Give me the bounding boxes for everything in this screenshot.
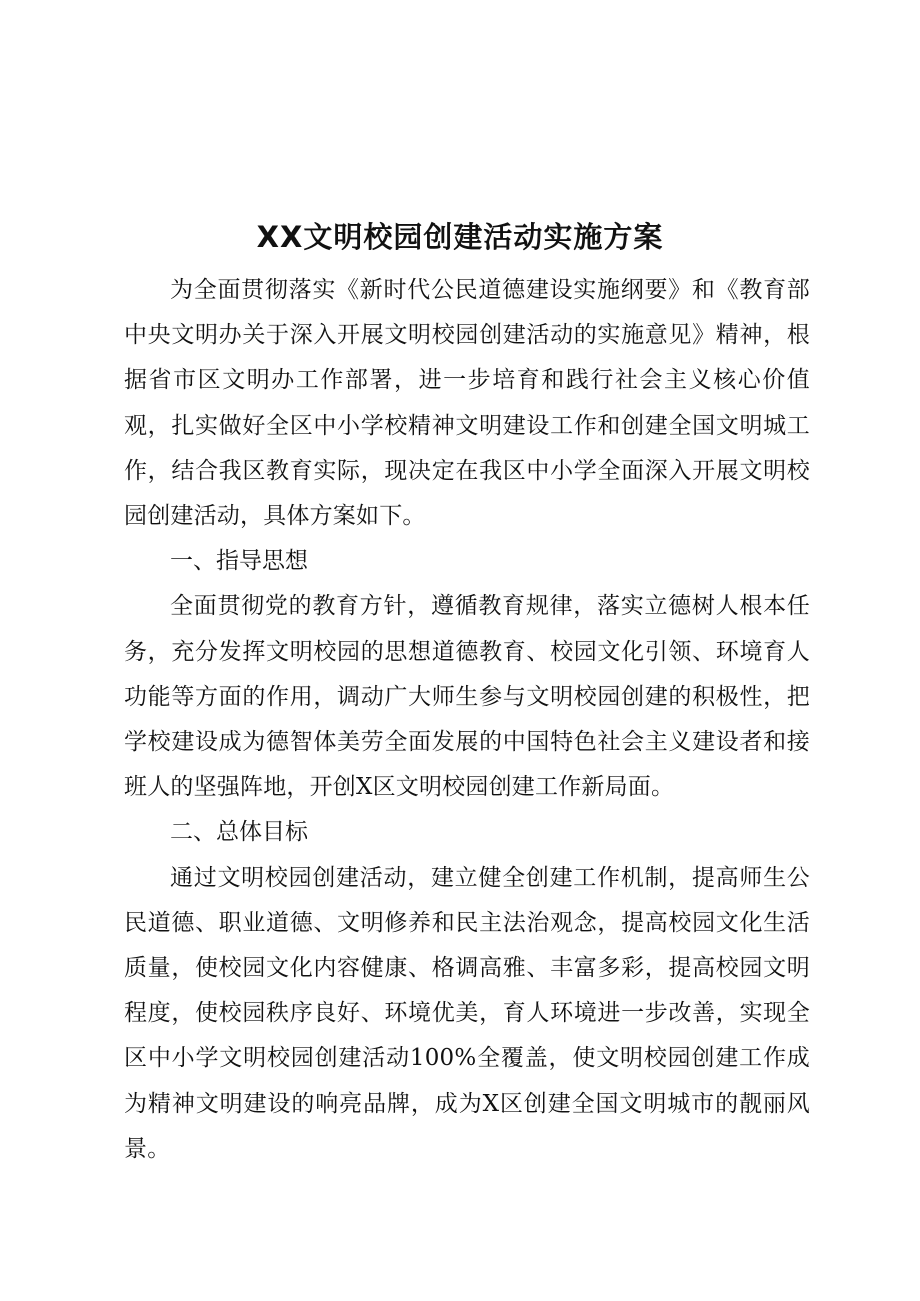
section-heading-guiding-ideology: 一、指导思想	[170, 548, 308, 575]
section-body-overall-goal: 通过文明校园创建活动，建立健全创建工作机制，提高师生公民道德、职业道德、文明修养和民主法治观念，提高校园文化生活质量，使校园文化内容健康、格调高雅、丰富多彩，提高校园文明程度，使校园秩序良好、环境优美，育人环境进一步改善，实现全区中小学文明校园创建活动100%全覆盖，使文明校园创建工作成为精神文明建设的响亮品牌，成为X区创建全国文明城市的靓丽风景。	[124, 864, 810, 1162]
intro-paragraph: 为全面贯彻落实《新时代公民道德建设实施纲要》和《教育部中央文明办关于深入开展文明校园创建活动的实施意见》精神，根据省市区文明办工作部署，进一步培育和践行社会主义核心价值观，扎实做好全区中小学校精神文明建设工作和创建全国文明城工作，结合我区教育实际，现决定在我区中小学全面深入开展文明校园创建活动，具体方案如下。	[124, 277, 810, 530]
section-heading-overall-goal: 二、总体目标	[170, 819, 308, 846]
section-body-guiding-ideology: 全面贯彻党的教育方针，遵循教育规律，落实立德树人根本任务，充分发挥文明校园的思想道德教育、校园文化引领、环境育人功能等方面的作用，调动广大师生参与文明校园创建的积极性，把学校建设成为德智体美劳全面发展的中国特色社会主义建设者和接班人的坚强阵地，开创X区文明校园创建工作新局面。	[124, 593, 810, 801]
document-body	[124, 268, 810, 1172]
document-title: XX文明校园创建活动实施方案	[256, 220, 664, 255]
